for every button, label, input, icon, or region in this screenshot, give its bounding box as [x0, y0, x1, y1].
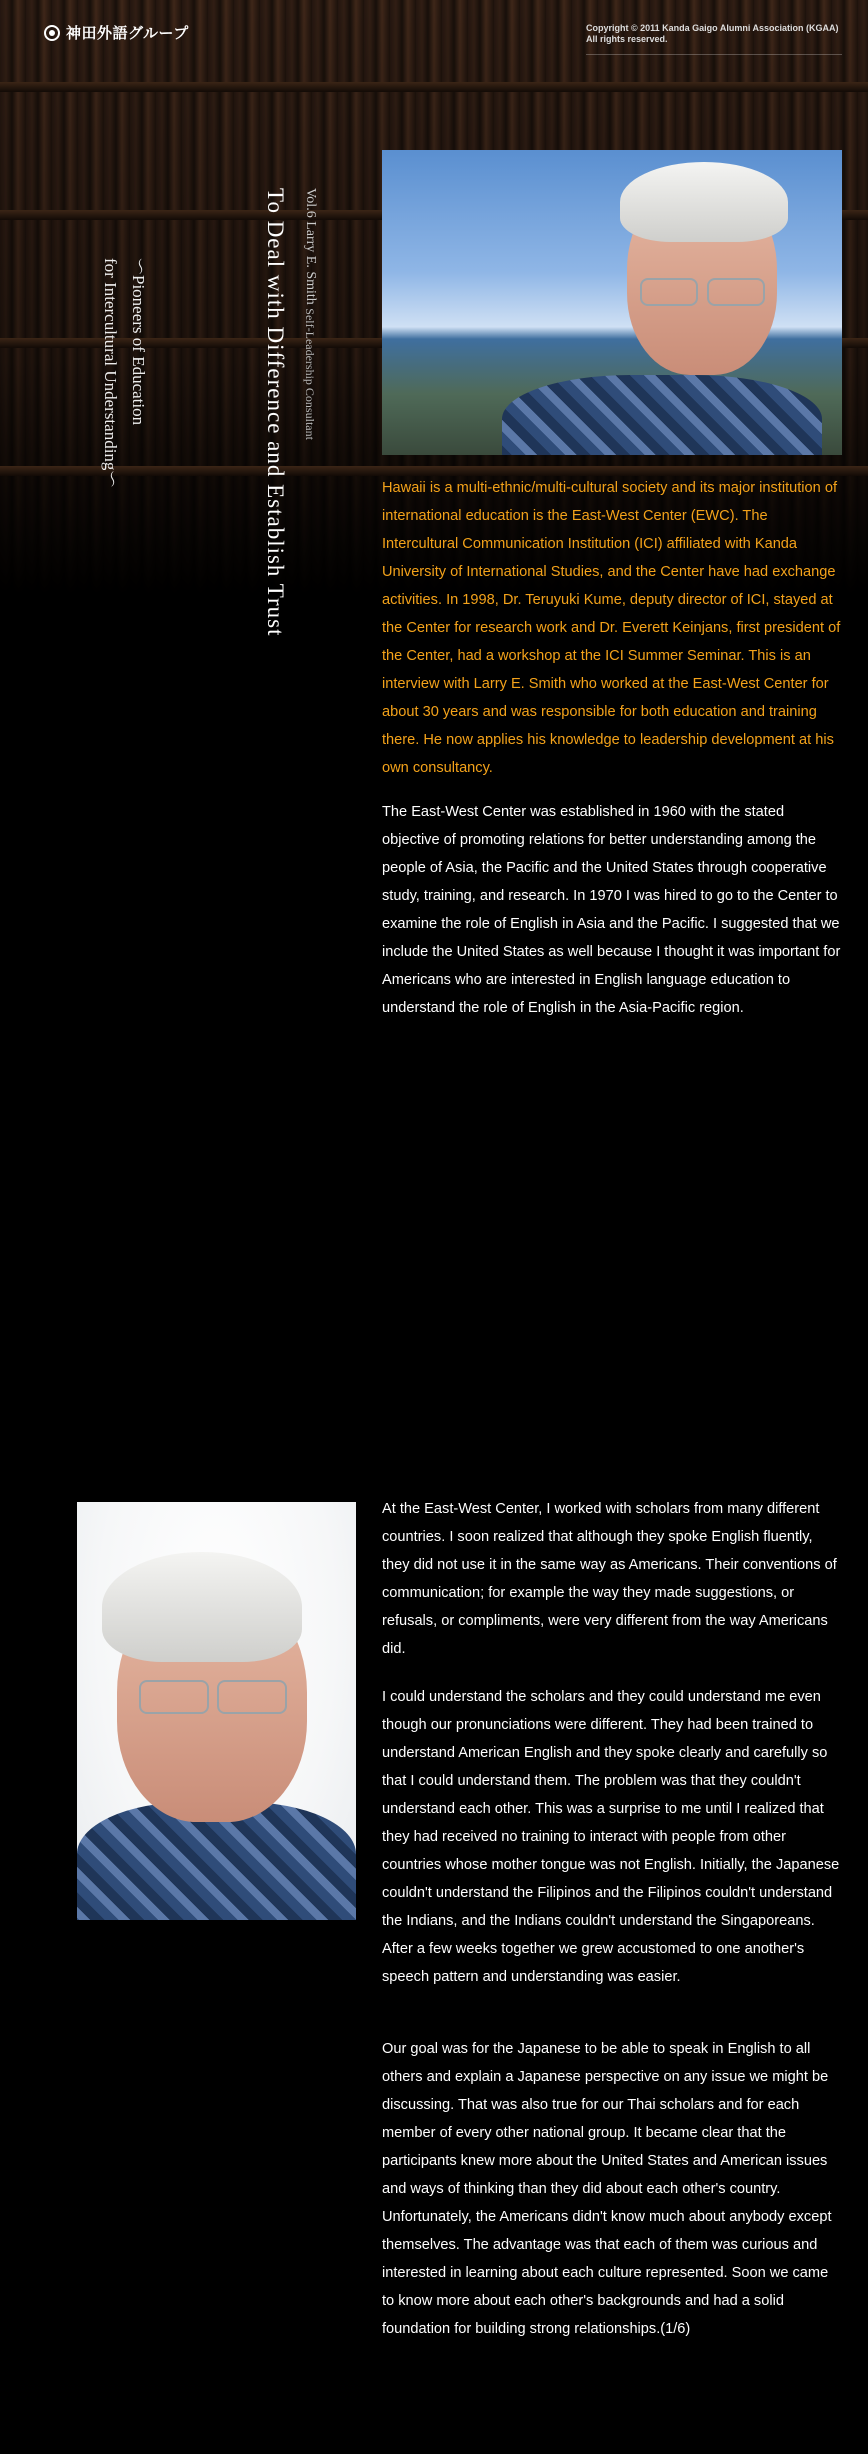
series-title-line: 〜Pioneers of Education: [129, 258, 148, 426]
article-paragraph: [382, 2035, 844, 2343]
volume-label: Vol.6 Larry E. Smith: [303, 188, 318, 305]
paragraph-text: The East-West Center was established in 1960 with the stated objective of promoting relations for better understanding among the people of Asia, the Pacific and the United States through cooperative study, training, and research. In 1970 I was hired to go to the Center to examine the role of English in Asia and the Pacific. I suggested that we include the United States as well because I thought it was important for Americans who are interested in English language education to understand the role of English in the Asia-Pacific region.: [382, 804, 841, 1016]
site-header: [0, 0, 868, 56]
copyright-line: Copyright © 2011 Kanda Gaigo Alumni Association (KGAA): [586, 23, 839, 33]
paragraph-text: Our goal was for the Japanese to be able to speak in English to all others and explain a Japanese perspective on any issue we might be discussing. That was also true for our Thai scholars and for each member of every other national group. It became clear that the participants knew more about the United States and American issues and ways of thinking than they did about each other's country. Unfortunately, the Americans didn't know much about anybody except themselves. The advantage was that each of them was curious and interested in learning about each culture represented. Soon we came to know more about each other's backgrounds and had a solid foundation for building strong relationships.(1/6): [382, 2041, 832, 2337]
article-paragraph: [382, 1683, 844, 1991]
shelf-divider: [0, 82, 868, 92]
logo-text: 神田外語グループ: [66, 25, 189, 42]
site-logo[interactable]: [44, 22, 189, 43]
series-title: [96, 258, 152, 487]
paragraph-text: At the East-West Center, I worked with scholars from many different countries. I soon realized that although they spoke English fluently, they did not use it in the same way as Americans. Their conventions of communication; for example the way they made suggestions, or refusals, or compliments, were very different from the way Americans did.: [382, 1501, 837, 1657]
page-title: To Deal with Difference and Establish Trust: [263, 188, 288, 637]
intro-text: Hawaii is a multi-ethnic/multi-cultural society and its major institution of international education is the East-West Center (EWC). The Intercultural Communication Institution (ICI) affiliated with Kanda University of International Studies, and the Center have had exchange activities. In 1998, Dr. Teruyuki Kume, deputy director of ICI, stayed at the Center for research work and Dr. Everett Keinjans, first president of the Center, had a workshop at the ICI Summer Seminar. This is an interview with Larry E. Smith who worked at the East-West Center for about 30 years and was responsible for both education and training there. He now applies his knowledge to leadership development at his own consultancy.: [382, 480, 841, 776]
header-divider: [586, 54, 842, 55]
intro-paragraph: [382, 474, 844, 782]
article-paragraph: [382, 1495, 844, 1663]
portrait-photo: [382, 150, 842, 455]
article-paragraph: [382, 798, 844, 1022]
volume-byline: [302, 188, 318, 440]
role-label: Self-Leadership Consultant: [303, 308, 317, 440]
smiling-portrait-photo: [77, 1502, 356, 1920]
series-title-line: for Intercultural Understanding〜: [101, 258, 120, 488]
paragraph-text: I could understand the scholars and they could understand me even though our pronunciations were different. They had been trained to understand American English and they spoke clearly and carefully so that I could understand them. The problem was that they couldn't understand each other. This was a surprise to me until I realized that they had received no training to interact with people from other countries whose mother tongue was not English. Initially, the Japanese couldn't understand the Filipinos and the Filipinos couldn't understand the Indians, and the Indians couldn't understand the Singaporeans. After a few weeks together we grew accustomed to one another's speech pattern and understanding was easier.: [382, 1689, 840, 1985]
kanda-logo-icon: [44, 25, 60, 41]
copyright-line: All rights reserved.: [586, 34, 668, 44]
copyright-notice: [586, 23, 846, 45]
